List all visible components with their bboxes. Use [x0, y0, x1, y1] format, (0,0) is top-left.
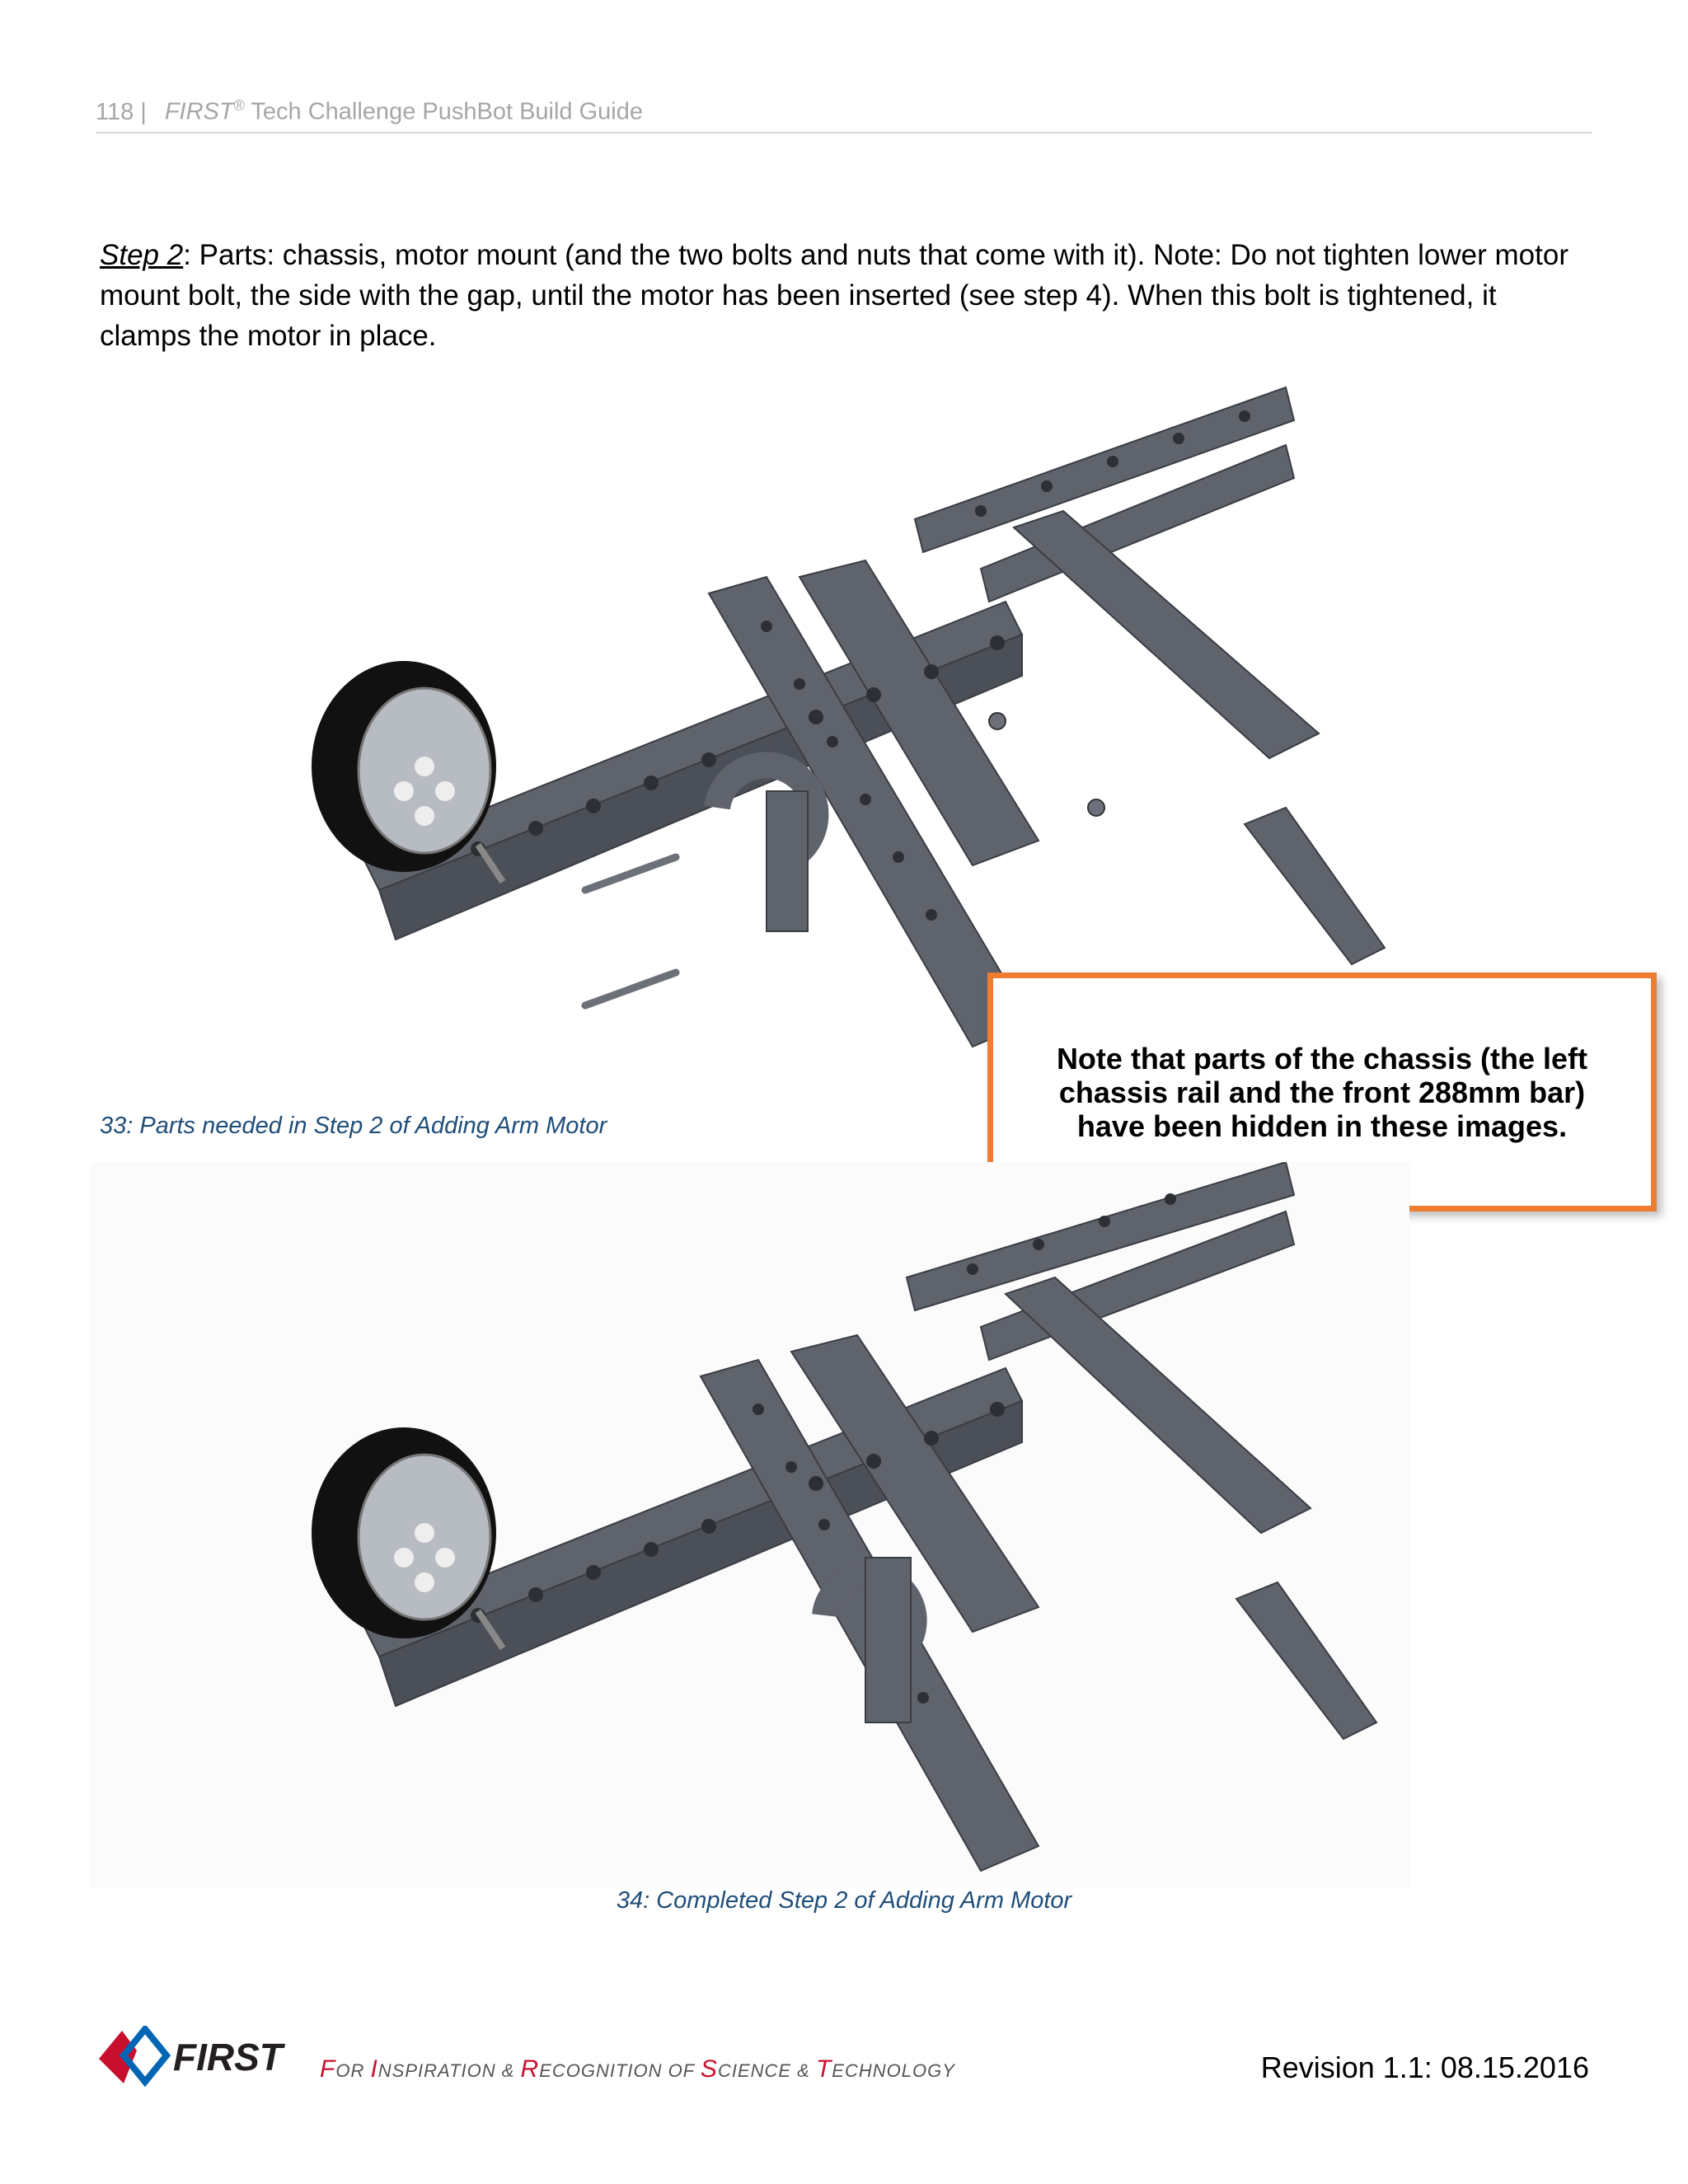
header-brand: FIRST: [164, 98, 234, 125]
motor-mount-clamp: [717, 765, 815, 931]
chassis-illustration-1: [91, 379, 1409, 1071]
step-paragraph: [100, 235, 1583, 356]
right-extension: [1236, 1582, 1376, 1739]
tagline-initial: R: [520, 2055, 540, 2083]
tagline-initial: F: [320, 2055, 336, 2083]
header-title: Tech Challenge PushBot Build Guide: [244, 98, 643, 125]
right-bar: [1006, 1277, 1311, 1533]
nut-1: [989, 713, 1006, 729]
note-text: Note that parts of the chassis (the left chassis rail and the front 288mm bar) have been hidden in these images.: [1056, 1041, 1588, 1143]
first-logo: [97, 2026, 312, 2087]
mounted-motor-clamp: [824, 1558, 915, 1722]
tagline-segment: NSPIRATION &: [377, 2060, 521, 2081]
tagline-segment: ECOGNITION OF: [539, 2060, 701, 2081]
tagline-initial: T: [815, 2055, 832, 2083]
chassis-illustration-2: [91, 1162, 1409, 1887]
right-bar: [1014, 511, 1319, 758]
wheel: [312, 1427, 496, 1638]
wheel: [312, 661, 496, 872]
tagline-segment: CIENCE &: [717, 2060, 816, 2081]
tagline-segment: OR: [335, 2060, 371, 2081]
figure-parts-exploded: [91, 379, 1409, 1071]
registered-mark: ®: [233, 97, 245, 114]
right-extension: [1245, 808, 1385, 964]
bolt-lower: [585, 972, 676, 1005]
tagline-initial: S: [700, 2055, 718, 2083]
figure-completed: [91, 1162, 1409, 1887]
figure-33-caption: 33: Parts needed in Step 2 of Adding Arm Motor: [100, 1113, 607, 1139]
nut-2: [1088, 799, 1104, 816]
tagline-segment: ECHNOLOGY: [832, 2060, 955, 2081]
tagline-initial: I: [370, 2055, 378, 2083]
revision-label: Revision 1.1: 08.15.2016: [1260, 2050, 1589, 2084]
page-number: 118 |: [96, 98, 147, 125]
figure-34-caption: 34: Completed Step 2 of Adding Arm Motor: [616, 1887, 1072, 1914]
page-header: [96, 97, 1592, 134]
logo-wordmark: FIRST: [173, 2036, 283, 2079]
footer-tagline: [320, 2055, 955, 2083]
bolt-upper: [585, 857, 676, 890]
step-text: : Parts: chassis, motor mount (and the two bolts and nuts that come with it). Note: Do not tighten lower motor mount bolt, the side with the gap, until the motor has been inserted (see step 4). When this bolt is tightened, it clamps the motor in place.: [100, 239, 1568, 352]
step-label: Step 2: [100, 239, 184, 271]
